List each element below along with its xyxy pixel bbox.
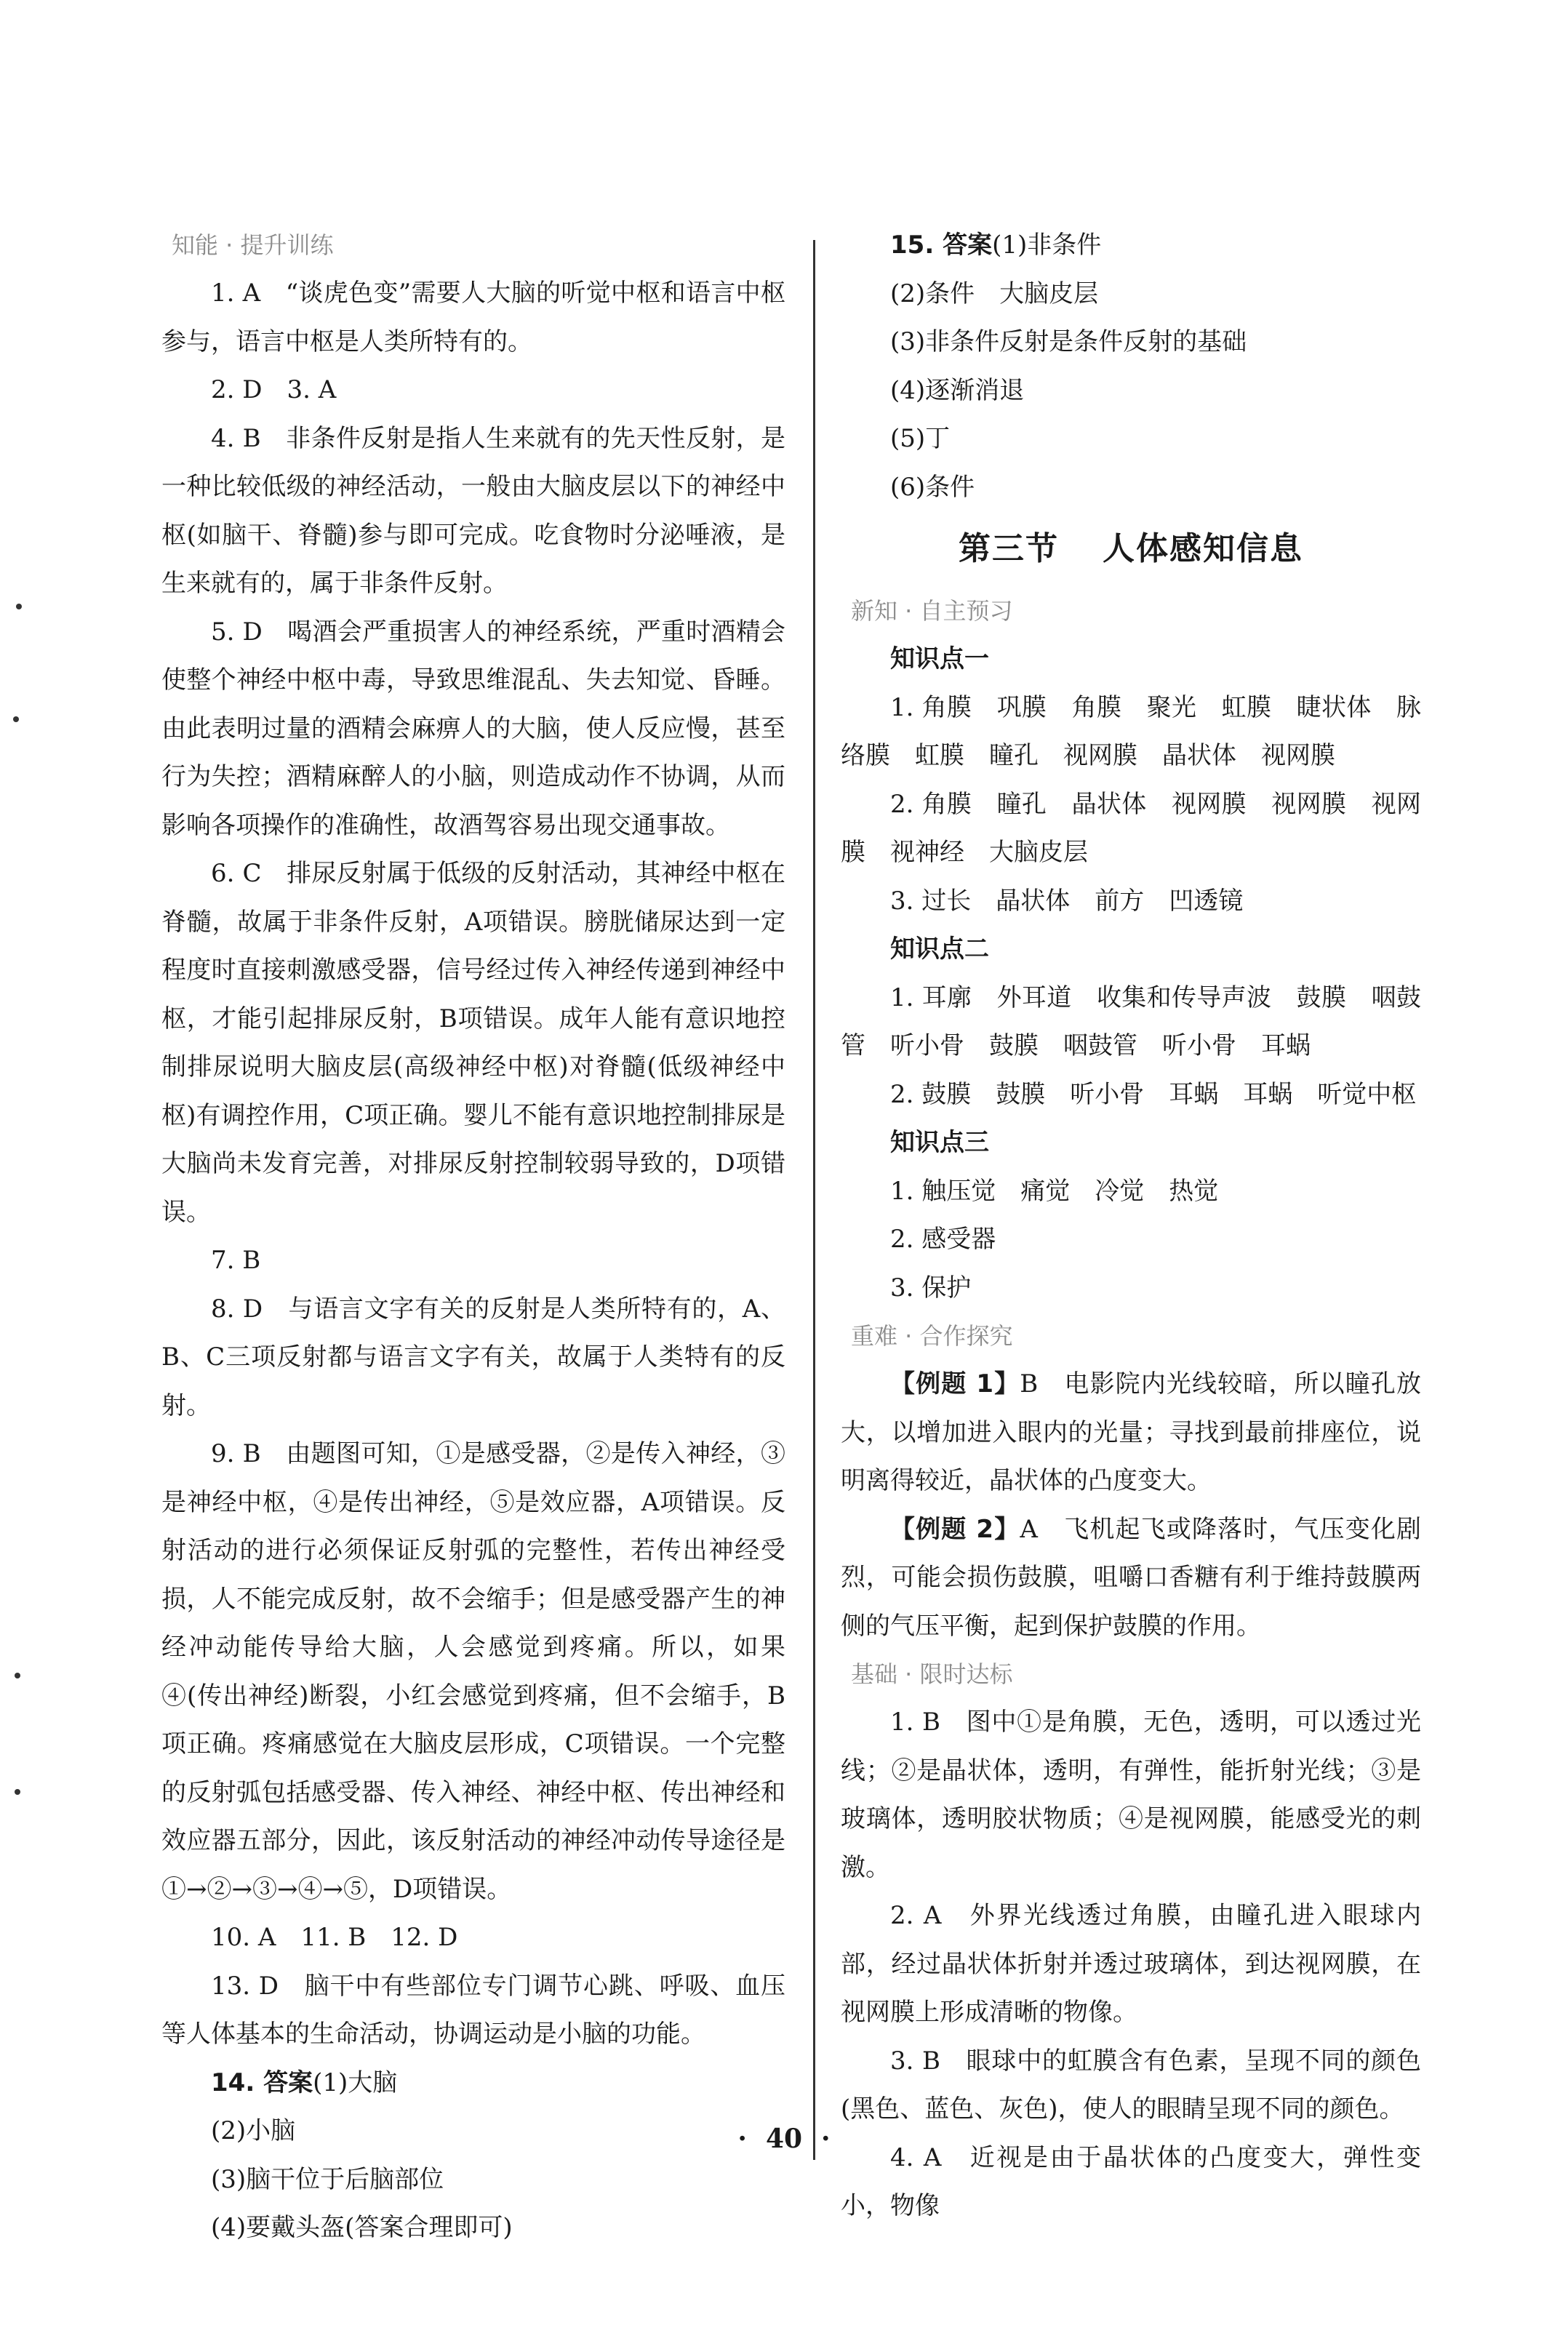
- answer-13: 13. D 脑干中有些部位专门调节心跳、呼吸、血压等人体基本的生命活动，协调运动是小脑的功能。: [161, 1971, 785, 2049]
- page-number-value: 40: [765, 2124, 803, 2154]
- answer-15-part-6: (6)条件: [890, 472, 975, 502]
- kp2-item-2: 2. 鼓膜 鼓膜 听小骨 耳蜗 耳蜗 听觉中枢: [890, 1079, 1417, 1109]
- section-title-training: 知能 · 提升训练: [172, 231, 334, 259]
- chapter-title-number: 第三节: [959, 530, 1059, 567]
- section-title-explore: 重难 · 合作探究: [851, 1322, 1013, 1350]
- basic-answer-3: 3. B 眼球中的虹膜含有色素，呈现不同的颜色(黑色、蓝色、灰色)，使人的眼睛呈现不同的颜色。: [841, 2046, 1421, 2124]
- answer-5: 5. D 喝酒会严重损害人的神经系统，严重时酒精会使整个神经中枢中毒，导致思维混乱、失去知觉、昏睡。由此表明过量的酒精会麻痹人的大脑，使人反应慢，甚至行为失控；酒精麻醉人的小脑，则造成动作不协调，从而影响各项操作的准确性，故酒驾容易出现交通事故。: [161, 617, 785, 840]
- column-divider: [813, 240, 815, 2160]
- answer-15-part-2: (2)条件 大脑皮层: [890, 279, 1099, 308]
- page-number: [0, 2124, 1568, 2154]
- kp1-item-2: 2. 角膜 瞳孔 晶状体 视网膜 视网膜 视网膜 视神经 大脑皮层: [841, 789, 1421, 867]
- answer-15-part-4: (4)逐渐消退: [890, 375, 1025, 405]
- answer-15: [841, 221, 1421, 270]
- answer-14-part-1: (1)大脑: [313, 2068, 398, 2097]
- example-2-text: A 飞机起飞或降落时，气压变化剧烈，可能会损伤鼓膜，咀嚼口香糖有利于维持鼓膜两侧的气压平衡，起到保护鼓膜的作用。: [841, 1514, 1421, 1641]
- answer-1: 1. A “谈虎色变”需要人大脑的听觉中枢和语言中枢参与，语言中枢是人类所特有的。: [161, 279, 785, 356]
- answer-14: [161, 2059, 785, 2108]
- answer-8: 8. D 与语言文字有关的反射是人类所特有的，A、B、C三项反射都与语言文字有关，故属于人类特有的反射。: [161, 1294, 785, 1420]
- section-title-preview: 新知 · 自主预习: [851, 597, 1013, 625]
- scan-mark: [13, 716, 19, 722]
- kp3-item-2: 2. 感受器: [890, 1225, 996, 1254]
- kp1-item-1: 1. 角膜 巩膜 角膜 聚光 虹膜 睫状体 脉络膜 虹膜 瞳孔 视网膜 晶状体 视网膜: [841, 692, 1421, 770]
- example-1-label: 【例题 1】: [890, 1369, 1020, 1398]
- example-2-label: 【例题 2】: [890, 1514, 1020, 1544]
- answer-4: 4. B 非条件反射是指人生来就有的先天性反射，是一种比较低级的神经活动，一般由大脑皮层以下的神经中枢(如脑干、脊髓)参与即可完成。吃食物时分泌唾液，是生来就有的，属于非条件反射。: [161, 423, 785, 598]
- basic-answer-1: 1. B 图中①是角膜，无色，透明，可以透过光线；②是晶状体，透明，有弹性，能折射光线；③是玻璃体，透明胶状物质；④是视网膜，能感受光的刺激。: [841, 1708, 1421, 1882]
- answer-14-part-3: (3)脑干位于后脑部位: [211, 2164, 444, 2194]
- scan-mark: [15, 1673, 20, 1678]
- answer-6: 6. C 排尿反射属于低级的反射活动，其神经中枢在脊髓，故属于非条件反射，A项错误。膀胱储尿达到一定程度时直接刺激感受器，信号经过传入神经传递到神经中枢，才能引起排尿反射，B项错误。成年人能有意识地控制排尿说明大脑皮层(高级神经中枢)对脊髓(低级神经中枢)有调控作用，C项正确。婴儿不能有意识地控制排尿是大脑尚未发育完善，对排尿反射控制较弱导致的，D项错误。: [161, 859, 785, 1227]
- answer-15-label: 15. 答案: [890, 231, 993, 260]
- kp3-item-3: 3. 保护: [890, 1273, 972, 1302]
- answer-14-part-2: (2)小脑: [211, 2116, 296, 2145]
- kp2-item-1: 1. 耳廓 外耳道 收集和传导声波 鼓膜 咽鼓管 听小骨 鼓膜 咽鼓管 听小骨 耳蜗: [841, 983, 1421, 1060]
- knowledge-point-2-title: 知识点二: [890, 935, 989, 964]
- kp1-item-3: 3. 过长 晶状体 前方 凹透镜: [890, 886, 1244, 916]
- answer-2-3: 2. D 3. A: [211, 375, 337, 404]
- chapter-title: [841, 511, 1421, 587]
- basic-answer-2: 2. A 外界光线透过角膜，由瞳孔进入眼球内部，经过晶状体折射并透过玻璃体，到达视网膜，在视网膜上形成清晰的物像。: [841, 1901, 1421, 2027]
- basic-answer-4: 4. A 近视是由于晶状体的凸度变大，弹性变小，物像: [841, 2142, 1421, 2220]
- knowledge-point-3-title: 知识点三: [890, 1128, 989, 1157]
- knowledge-point-1-title: 知识点一: [890, 644, 989, 673]
- page-dot-right: ·: [821, 2124, 831, 2154]
- example-1: [841, 1360, 1421, 1505]
- answer-10-12: 10. A 11. B 12. D: [211, 1923, 458, 1952]
- answer-14-label: 14. 答案: [211, 2068, 313, 2097]
- example-2: [841, 1505, 1421, 1651]
- section-title-basic: 基础 · 限时达标: [851, 1660, 1013, 1688]
- left-column: [161, 221, 785, 2252]
- answer-14-part-4: (4)要戴头盔(答案合理即可): [211, 2213, 513, 2242]
- right-column: [841, 221, 1421, 2230]
- example-1-text: B 电影院内光线较暗，所以瞳孔放大，以增加进入眼内的光量；寻找到最前排座位，说明离得较近，晶状体的凸度变大。: [841, 1369, 1421, 1495]
- scan-mark: [16, 604, 22, 609]
- page-dot-left: ·: [737, 2124, 747, 2154]
- scan-mark: [15, 1789, 20, 1795]
- kp3-item-1: 1. 触压觉 痛觉 冷觉 热觉: [890, 1176, 1219, 1206]
- answer-15-part-1: (1)非条件: [992, 231, 1102, 260]
- answer-9: 9. B 由题图可知，①是感受器，②是传入神经，③是神经中枢，④是传出神经，⑤是效应器，A项错误。反射活动的进行必须保证反射弧的完整性，若传出神经受损，人不能完成反射，故不会缩手；但是感受器产生的神经冲动能传导给大脑，人会感觉到疼痛。所以，如果④(传出神经)断裂，小红会感觉到疼痛，但不会缩手，B项正确。疼痛感觉在大脑皮层形成，C项错误。一个完整的反射弧包括感受器、传入神经、神经中枢、传出神经和效应器五部分，因此，该反射活动的神经冲动传导途径是①→②→③→④→⑤，D项错误。: [161, 1439, 785, 1904]
- chapter-title-name: 人体感知信息: [1103, 530, 1303, 567]
- answer-15-part-5: (5)丁: [890, 424, 951, 453]
- answer-7: 7. B: [211, 1246, 261, 1275]
- answer-15-part-3: (3)非条件反射是条件反射的基础: [890, 327, 1247, 356]
